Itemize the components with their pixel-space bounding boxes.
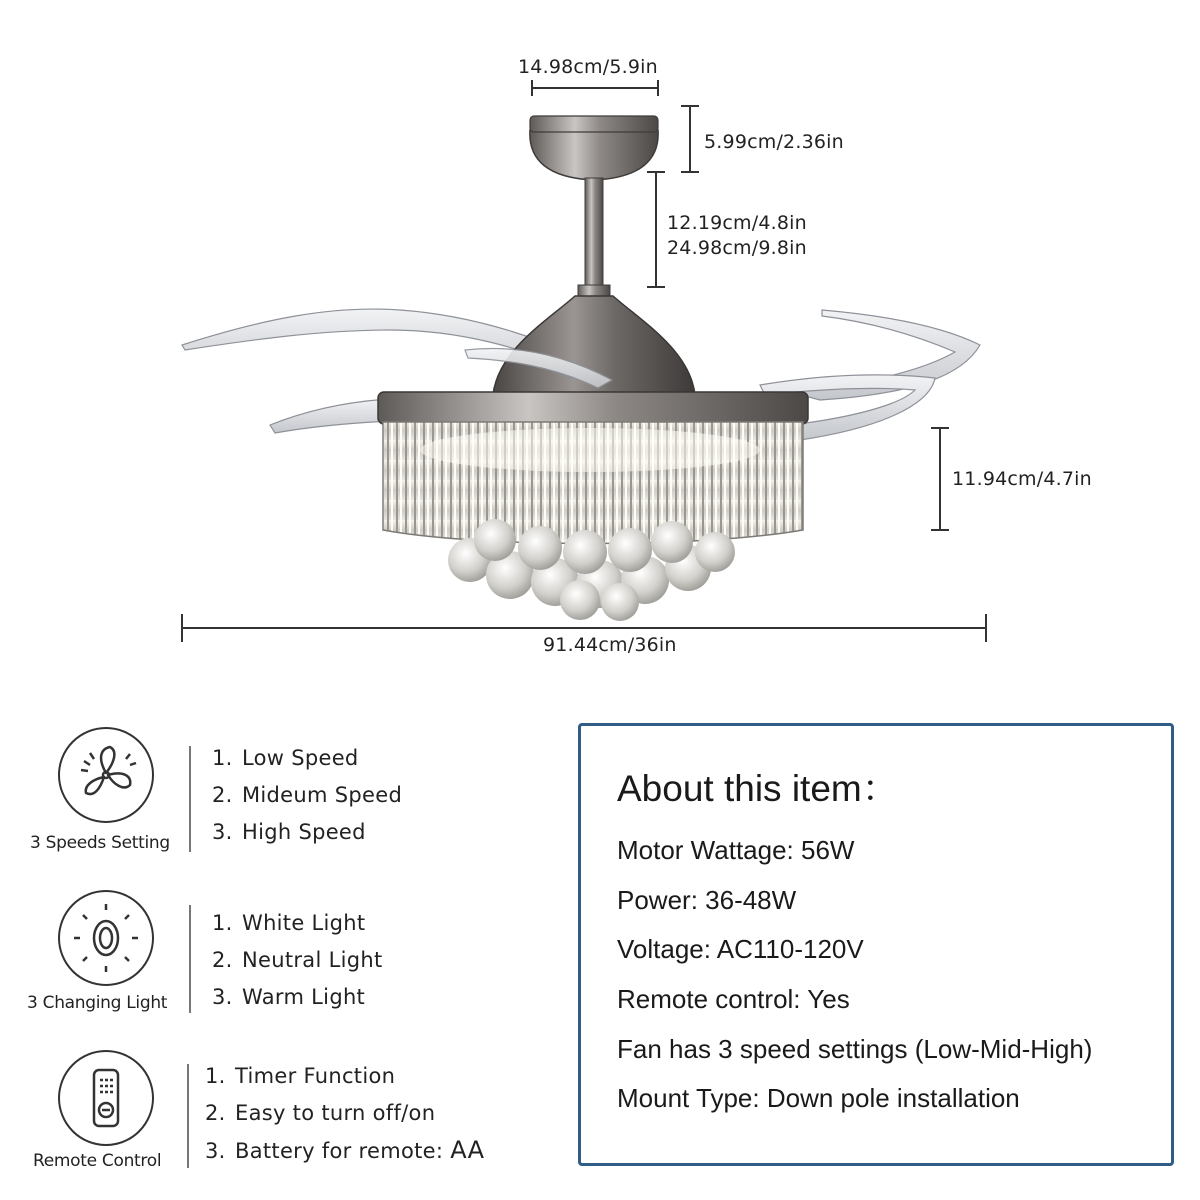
list-number: 1.	[205, 1064, 226, 1088]
list-number: 1.	[212, 911, 233, 935]
downrod-short-label: 12.19cm/4.8in	[667, 212, 807, 234]
canopy-ring	[530, 116, 658, 132]
spec-item: Motor Wattage: 56W	[617, 835, 855, 865]
list-number: 1.	[212, 746, 233, 770]
list-text: Timer Function	[235, 1064, 396, 1088]
list-number: 2.	[212, 783, 233, 807]
list-item	[212, 740, 402, 777]
spec-list	[617, 826, 1092, 1124]
fan-canopy	[530, 130, 658, 180]
list-text: Battery for remote:	[235, 1139, 444, 1163]
spec-item: Remote control: Yes	[617, 984, 850, 1015]
list-text: High Speed	[242, 820, 366, 844]
list-item	[212, 905, 383, 942]
list-number: 3.	[205, 1139, 226, 1163]
list-item	[212, 814, 402, 851]
fan-light-rim	[378, 392, 808, 424]
spec-item: Mount Type: Down pole installation	[617, 1083, 1020, 1114]
remote-caption: Remote Control	[33, 1151, 162, 1171]
about-title: About this item：	[617, 768, 899, 809]
light-caption: 3 Changing Light	[27, 993, 168, 1013]
speeds-caption: 3 Speeds Setting	[30, 833, 170, 853]
list-item	[212, 777, 402, 814]
list-number: 2.	[212, 948, 233, 972]
downrod-long-label: 24.98cm/9.8in	[667, 237, 807, 259]
list-item	[212, 942, 383, 979]
spec-item: Fan has 3 speed settings (Low-Mid-High)	[617, 1033, 1093, 1064]
canopy-height-label: 5.99cm/2.36in	[704, 131, 844, 153]
list-item	[205, 1058, 484, 1095]
light-height-label: 11.94cm/4.7in	[952, 468, 1092, 490]
list-text: Low Speed	[242, 746, 359, 770]
spec-item: Voltage: AC110-120V	[617, 934, 864, 965]
divider	[189, 905, 191, 1013]
spec-item: Power: 36-48W	[617, 884, 797, 915]
about-this-item-panel	[578, 723, 1174, 1166]
speed-list	[212, 740, 402, 851]
list-text: Warm Light	[242, 985, 366, 1009]
divider	[187, 1064, 189, 1168]
list-item	[205, 1132, 484, 1169]
list-number: 3.	[212, 985, 233, 1009]
fan-icon	[58, 727, 154, 823]
canopy-width-label: 14.98cm/5.9in	[518, 56, 658, 78]
list-item	[212, 979, 383, 1016]
list-text: Neutral Light	[242, 948, 383, 972]
list-text: Easy to turn off/on	[235, 1101, 436, 1125]
remote-list	[205, 1058, 484, 1169]
list-text: White Light	[242, 911, 366, 935]
fan-downrod	[585, 178, 603, 288]
light-bulb-icon	[58, 890, 154, 986]
remote-control-icon	[58, 1050, 154, 1146]
list-number: 3.	[212, 820, 233, 844]
battery-type: AA	[450, 1136, 485, 1164]
list-number: 2.	[205, 1101, 226, 1125]
light-list	[212, 905, 383, 1016]
divider	[189, 746, 191, 852]
list-item	[205, 1095, 484, 1132]
overall-width-label: 91.44cm/36in	[543, 634, 677, 656]
list-text: Mideum Speed	[242, 783, 403, 807]
